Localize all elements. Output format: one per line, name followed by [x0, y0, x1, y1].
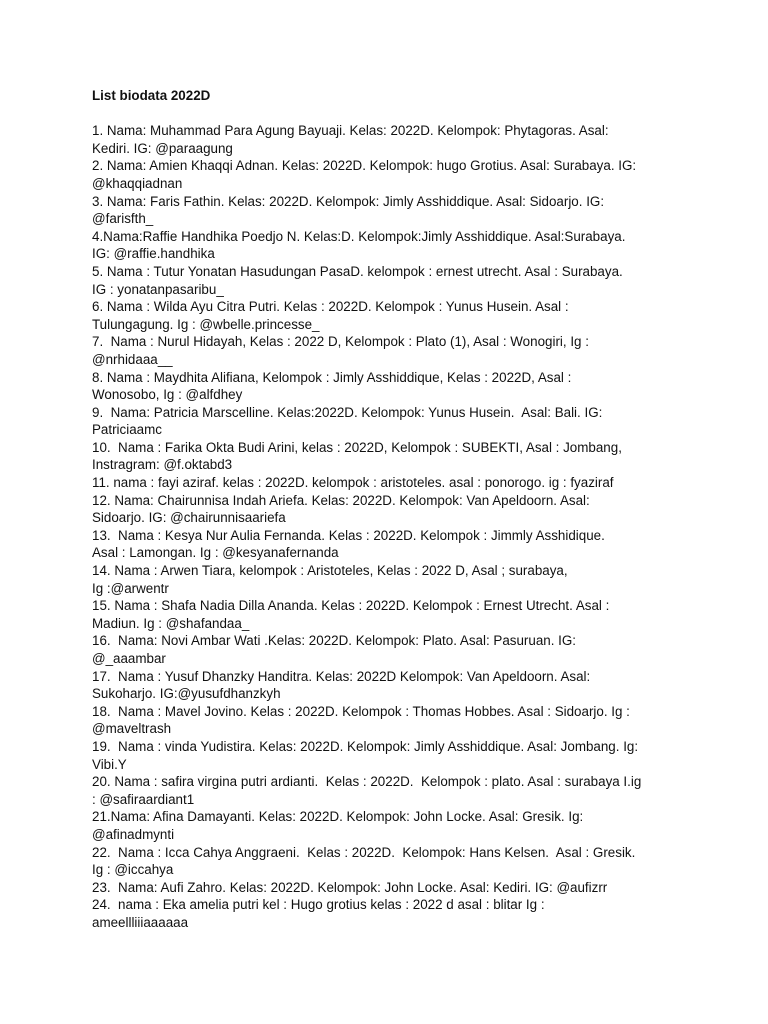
- list-item: [92, 632, 682, 667]
- list-item: [92, 369, 682, 404]
- list-item-line: 1. Nama: Muhammad Para Agung Bayuaji. Kelas: 2022D. Kelompok: Phytagoras. Asal:: [92, 123, 609, 139]
- document-page: [92, 87, 682, 932]
- list-item-line: Sidoarjo. IG: @chairunnisaariefa: [92, 510, 286, 526]
- list-item: [92, 263, 682, 298]
- list-item-line: 6. Nama : Wilda Ayu Citra Putri. Kelas : 2022D. Kelompok : Yunus Husein. Asal :: [92, 299, 569, 315]
- list-item-line: 4.Nama:Raffie Handhika Poedjo N. Kelas:D. Kelompok:Jimly Asshiddique. Asal:Surabaya.: [92, 228, 626, 244]
- list-item-line: @khaqqiadnan: [92, 175, 183, 191]
- list-item: [92, 668, 682, 703]
- list-item-line: 18. Nama : Mavel Jovino. Kelas : 2022D. Kelompok : Thomas Hobbes. Asal : Sidoarjo. Ig :: [92, 703, 630, 719]
- list-item: [92, 439, 682, 474]
- list-item-line: 22. Nama : Icca Cahya Anggraeni. Kelas : 2022D. Kelompok: Hans Kelsen. Asal : Gresik.: [92, 844, 636, 860]
- list-item-line: 11. nama : fayi aziraf. kelas : 2022D. kelompok : aristoteles. asal : ponorogo. ig : fyaziraf: [92, 475, 614, 491]
- list-item: [92, 527, 682, 562]
- list-item: [92, 808, 682, 843]
- list-item-line: Ig : @iccahya: [92, 862, 174, 878]
- list-item: [92, 228, 682, 263]
- list-item-line: 5. Nama : Tutur Yonatan Hasudungan PasaD. kelompok : ernest utrecht. Asal : Surabaya.: [92, 263, 623, 279]
- list-item: [92, 844, 682, 879]
- list-item: [92, 122, 682, 157]
- list-item-line: Patriciaamc: [92, 422, 162, 438]
- list-item-line: @farisfth_: [92, 211, 154, 227]
- list-item: [92, 562, 682, 597]
- list-item-line: 24. nama : Eka amelia putri kel : Hugo grotius kelas : 2022 d asal : blitar Ig :: [92, 897, 545, 913]
- list-item-line: Vibi.Y: [92, 756, 127, 772]
- list-item-line: 12. Nama: Chairunnisa Indah Ariefa. Kelas: 2022D. Kelompok: Van Apeldoorn. Asal:: [92, 492, 590, 508]
- list-item-line: @_aaambar: [92, 651, 166, 666]
- list-item-line: Instragram: @f.oktabd3: [92, 457, 233, 473]
- list-item-line: 16. Nama: Novi Ambar Wati .Kelas: 2022D. Kelompok: Plato. Asal: Pasuruan. IG:: [92, 633, 577, 649]
- list-item-line: Sukoharjo. IG:@yusufdhanzkyh: [92, 686, 281, 702]
- list-item: [92, 879, 682, 897]
- list-item: [92, 738, 682, 773]
- list-item-line: ameellliiiaaaaaa: [92, 914, 189, 930]
- list-item-line: 21.Nama: Afina Damayanti. Kelas: 2022D. Kelompok: John Locke. Asal: Gresik. Ig:: [92, 809, 584, 825]
- list-item-line: Ig :@arwentr: [92, 580, 169, 596]
- list-item-line: 9. Nama: Patricia Marscelline. Kelas:2022D. Kelompok: Yunus Husein. Asal: Bali. IG:: [92, 404, 603, 420]
- list-item-line: 23. Nama: Aufi Zahro. Kelas: 2022D. Kelompok: John Locke. Asal: Kediri. IG: @aufizrr: [92, 879, 608, 895]
- list-item: [92, 193, 682, 228]
- list-item-line: @nrhidaaa__: [92, 351, 173, 367]
- list-item-line: Madiun. Ig : @shafandaa_: [92, 615, 250, 631]
- biodata-list: [92, 122, 682, 931]
- list-item: [92, 157, 682, 192]
- list-item: [92, 474, 682, 492]
- list-item-line: Tulungagung. Ig : @wbelle.princesse_: [92, 316, 320, 332]
- title-spacer: [92, 105, 682, 123]
- list-item-line: 17. Nama : Yusuf Dhanzky Handitra. Kelas: 2022D Kelompok: Van Apeldoorn. Asal:: [92, 668, 591, 684]
- list-item-line: 20. Nama : safira virgina putri ardianti. Kelas : 2022D. Kelompok : plato. Asal : surabaya I.ig: [92, 774, 642, 790]
- list-item: [92, 298, 682, 333]
- list-item-line: @afinadmynti: [92, 826, 175, 842]
- list-item: [92, 896, 682, 931]
- list-item-line: IG: @raffie.handhika: [92, 246, 215, 262]
- list-item-line: 19. Nama : vinda Yudistira. Kelas: 2022D. Kelompok: Jimly Asshiddique. Asal: Jombang. Ig:: [92, 738, 639, 754]
- list-item: [92, 492, 682, 527]
- document-title: List biodata 2022D: [92, 88, 211, 103]
- list-item: [92, 703, 682, 738]
- list-item-line: 2. Nama: Amien Khaqqi Adnan. Kelas: 2022D. Kelompok: hugo Grotius. Asal: Surabaya. IG:: [92, 158, 637, 174]
- list-item-line: 8. Nama : Maydhita Alifiana, Kelompok : Jimly Asshiddique, Kelas : 2022D, Asal :: [92, 369, 572, 385]
- list-item-line: IG : yonatanpasaribu_: [92, 281, 224, 297]
- list-item-line: 14. Nama : Arwen Tiara, kelompok : Aristoteles, Kelas : 2022 D, Asal ; surabaya,: [92, 563, 568, 579]
- list-item-line: Asal : Lamongan. Ig : @kesyanafernanda: [92, 545, 339, 561]
- list-item-line: 7. Nama : Nurul Hidayah, Kelas : 2022 D, Kelompok : Plato (1), Asal : Wonogiri, Ig :: [92, 334, 589, 350]
- list-item-line: : @safiraardiant1: [92, 791, 195, 807]
- list-item-line: 3. Nama: Faris Fathin. Kelas: 2022D. Kelompok: Jimly Asshiddique. Asal: Sidoarjo. IG:: [92, 193, 605, 209]
- list-item-line: 13. Nama : Kesya Nur Aulia Fernanda. Kelas : 2022D. Kelompok : Jimmly Asshidique.: [92, 527, 605, 543]
- list-item-line: Wonosobo, Ig : @alfdhey: [92, 387, 243, 403]
- list-item-line: 15. Nama : Shafa Nadia Dilla Ananda. Kelas : 2022D. Kelompok : Ernest Utrecht. Asal :: [92, 598, 610, 614]
- list-item-line: 10. Nama : Farika Okta Budi Arini, kelas : 2022D, Kelompok : SUBEKTI, Asal : Jombang,: [92, 439, 622, 455]
- list-item-line: @maveltrash: [92, 721, 172, 737]
- list-item: [92, 597, 682, 632]
- list-item: [92, 333, 682, 368]
- list-item-line: Kediri. IG: @paraagung: [92, 140, 233, 156]
- list-item: [92, 773, 682, 808]
- list-item: [92, 404, 682, 439]
